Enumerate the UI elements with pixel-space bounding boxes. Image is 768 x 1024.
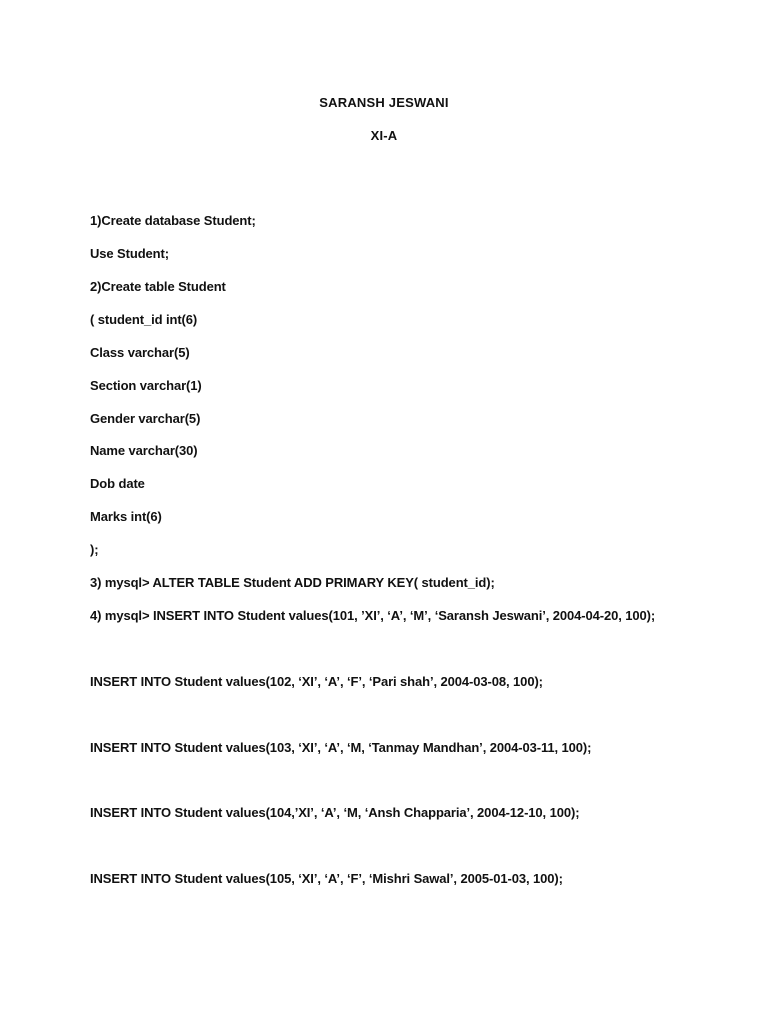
step-1-create-database: 1)Create database Student; (90, 213, 256, 228)
column-student-id: ( student_id int(6) (90, 312, 198, 327)
column-name: Name varchar(30) (90, 443, 198, 458)
insert-102: INSERT INTO Student values(102, ‘XI’, ‘A’, ‘F’, ‘Pari shah’, 2004-03-08, 100); (90, 674, 543, 689)
table-close: ); (90, 542, 99, 557)
author-name: SARANSH JESWANI (319, 95, 449, 110)
column-dob: Dob date (90, 476, 145, 491)
insert-105: INSERT INTO Student values(105, ‘XI’, ‘A’, ‘F’, ‘Mishri Sawal’, 2005-01-03, 100); (90, 871, 563, 886)
class-section: XI-A (370, 128, 398, 143)
column-class: Class varchar(5) (90, 345, 190, 360)
step-4-insert-101: 4) mysql> INSERT INTO Student values(101, ’XI’, ‘A’, ‘M’, ‘Saransh Jeswani’, 2004-04-20, 100); (90, 608, 656, 623)
insert-103: INSERT INTO Student values(103, ‘XI’, ‘A’, ‘M, ‘Tanmay Mandhan’, 2004-03-11, 100); (90, 740, 592, 755)
column-marks: Marks int(6) (90, 509, 162, 524)
step-2-create-table: 2)Create table Student (90, 279, 226, 294)
column-section: Section varchar(1) (90, 378, 202, 393)
step-3-alter-table: 3) mysql> ALTER TABLE Student ADD PRIMARY KEY( student_id); (90, 575, 495, 590)
insert-104: INSERT INTO Student values(104,’XI’, ‘A’, ‘M, ‘Ansh Chapparia’, 2004-12-10, 100); (90, 805, 580, 820)
use-database-line: Use Student; (90, 246, 169, 261)
column-gender: Gender varchar(5) (90, 411, 201, 426)
